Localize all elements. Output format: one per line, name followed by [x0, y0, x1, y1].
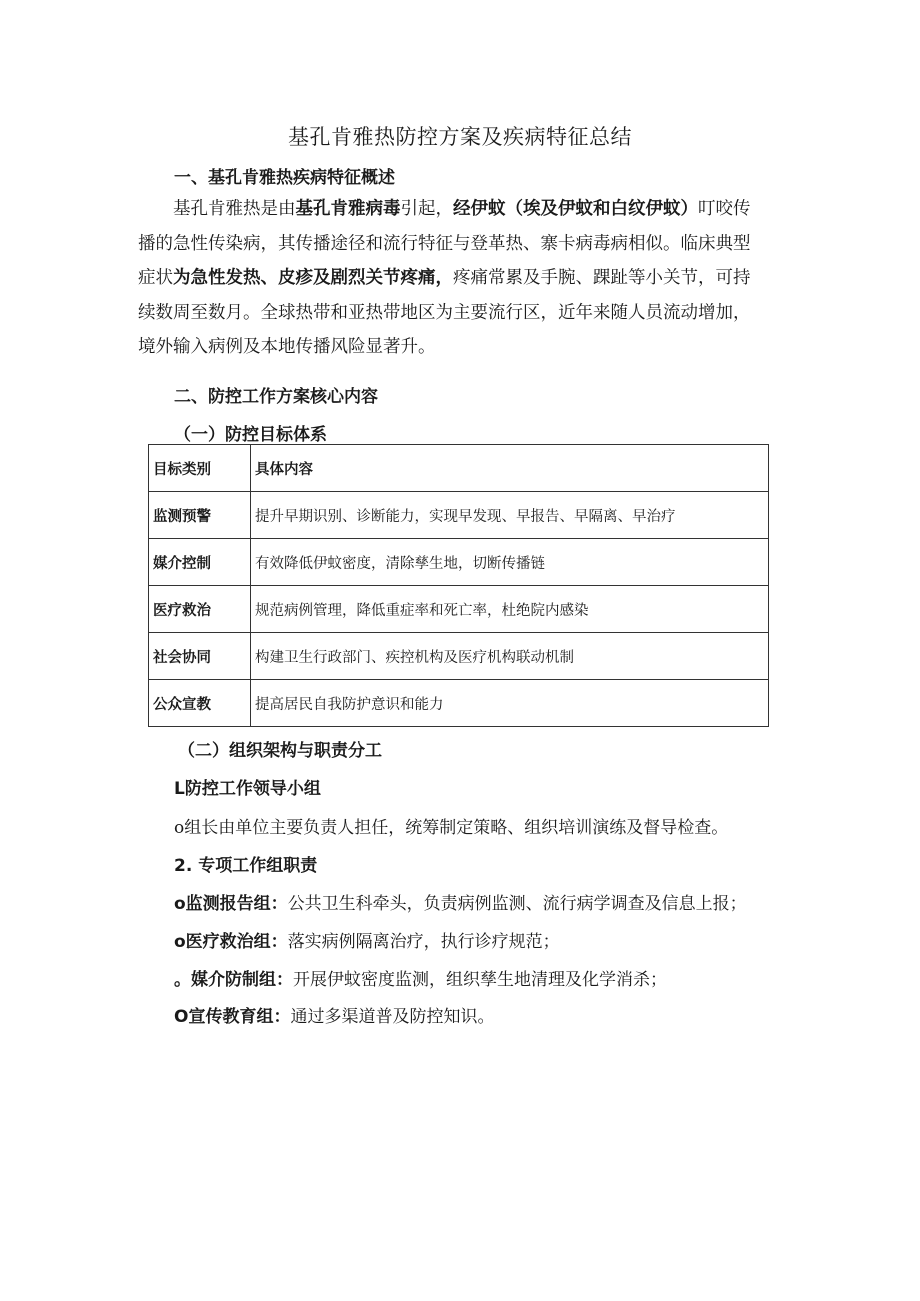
table-cell-content: 有效降低伊蚊密度，清除孳生地，切断传播链 [251, 539, 769, 586]
table-row [149, 680, 769, 727]
table-cell-content: 规范病例管理，降低重症率和死亡率，杜绝院内感染 [251, 586, 769, 633]
section1-paragraph [138, 192, 786, 365]
table-cell-category: 监测预警 [149, 492, 251, 539]
table-header-cell: 目标类别 [149, 445, 251, 492]
table-cell-category: 医疗救治 [149, 586, 251, 633]
item-leadership-desc: o组长由单位主要负责人担任，统筹制定策略、组织培训演练及督导检查。 [174, 818, 729, 838]
table-cell-content: 构建卫生行政部门、疾控机构及医疗机构联动机制 [251, 633, 769, 680]
group-vector-control: 。媒介防制组：开展伊蚊密度监测，组织孳生地清理及化学消杀； [174, 970, 667, 990]
group-education: O宣传教育组：通过多渠道普及防控知识。 [174, 1007, 495, 1027]
subsection-organization-heading: （二）组织架构与职责分工 [178, 741, 382, 761]
table-cell-category: 媒介控制 [149, 539, 251, 586]
item-specialized-groups: 2. 专项工作组职责 [174, 856, 318, 876]
para-line-5: 境外输入病例及本地传播风险显著升。 [138, 337, 436, 357]
table-row [149, 539, 769, 586]
para-line-3: 症状为急性发热、皮疹及剧烈关节疼痛，疼痛常累及手腕、踝趾等小关节，可持 [138, 268, 751, 288]
document-title: 基孔肯雅热防控方案及疾病特征总结 [288, 125, 632, 149]
table-row [149, 633, 769, 680]
para-line-2: 播的急性传染病，其传播途径和流行特征与登革热、寨卡病毒病相似。临床典型 [138, 233, 751, 254]
table-row [149, 586, 769, 633]
section1-heading: 一、基孔肯雅热疾病特征概述 [174, 168, 395, 188]
para-line-4: 续数周至数月。全球热带和亚热带地区为主要流行区，近年来随人员流动增加， [138, 302, 751, 323]
group-monitoring: o监测报告组：公共卫生科牵头，负责病例监测、流行病学调查及信息上报； [174, 894, 747, 914]
table-row [149, 492, 769, 539]
para-line-1: 基孔肯雅热是由基孔肯雅病毒引起，经伊蚊（埃及伊蚊和白纹伊蚊）叮咬传 [173, 199, 751, 219]
group-treatment: o医疗救治组：落实病例隔离治疗，执行诊疗规范； [174, 932, 560, 952]
subsection-goals-heading: （一）防控目标体系 [174, 425, 327, 445]
table-cell-category: 社会协同 [149, 633, 251, 680]
item-leadership-group: L防控工作领导小组 [174, 779, 321, 799]
table-header-row [149, 445, 769, 492]
table-cell-category: 公众宣教 [149, 680, 251, 727]
table-cell-content: 提高居民自我防护意识和能力 [251, 680, 769, 727]
table-cell-content: 提升早期识别、诊断能力，实现早发现、早报告、早隔离、早治疗 [251, 492, 769, 539]
table-header-cell: 具体内容 [251, 445, 769, 492]
goals-table [148, 444, 769, 727]
section2-heading: 二、防控工作方案核心内容 [174, 387, 378, 407]
